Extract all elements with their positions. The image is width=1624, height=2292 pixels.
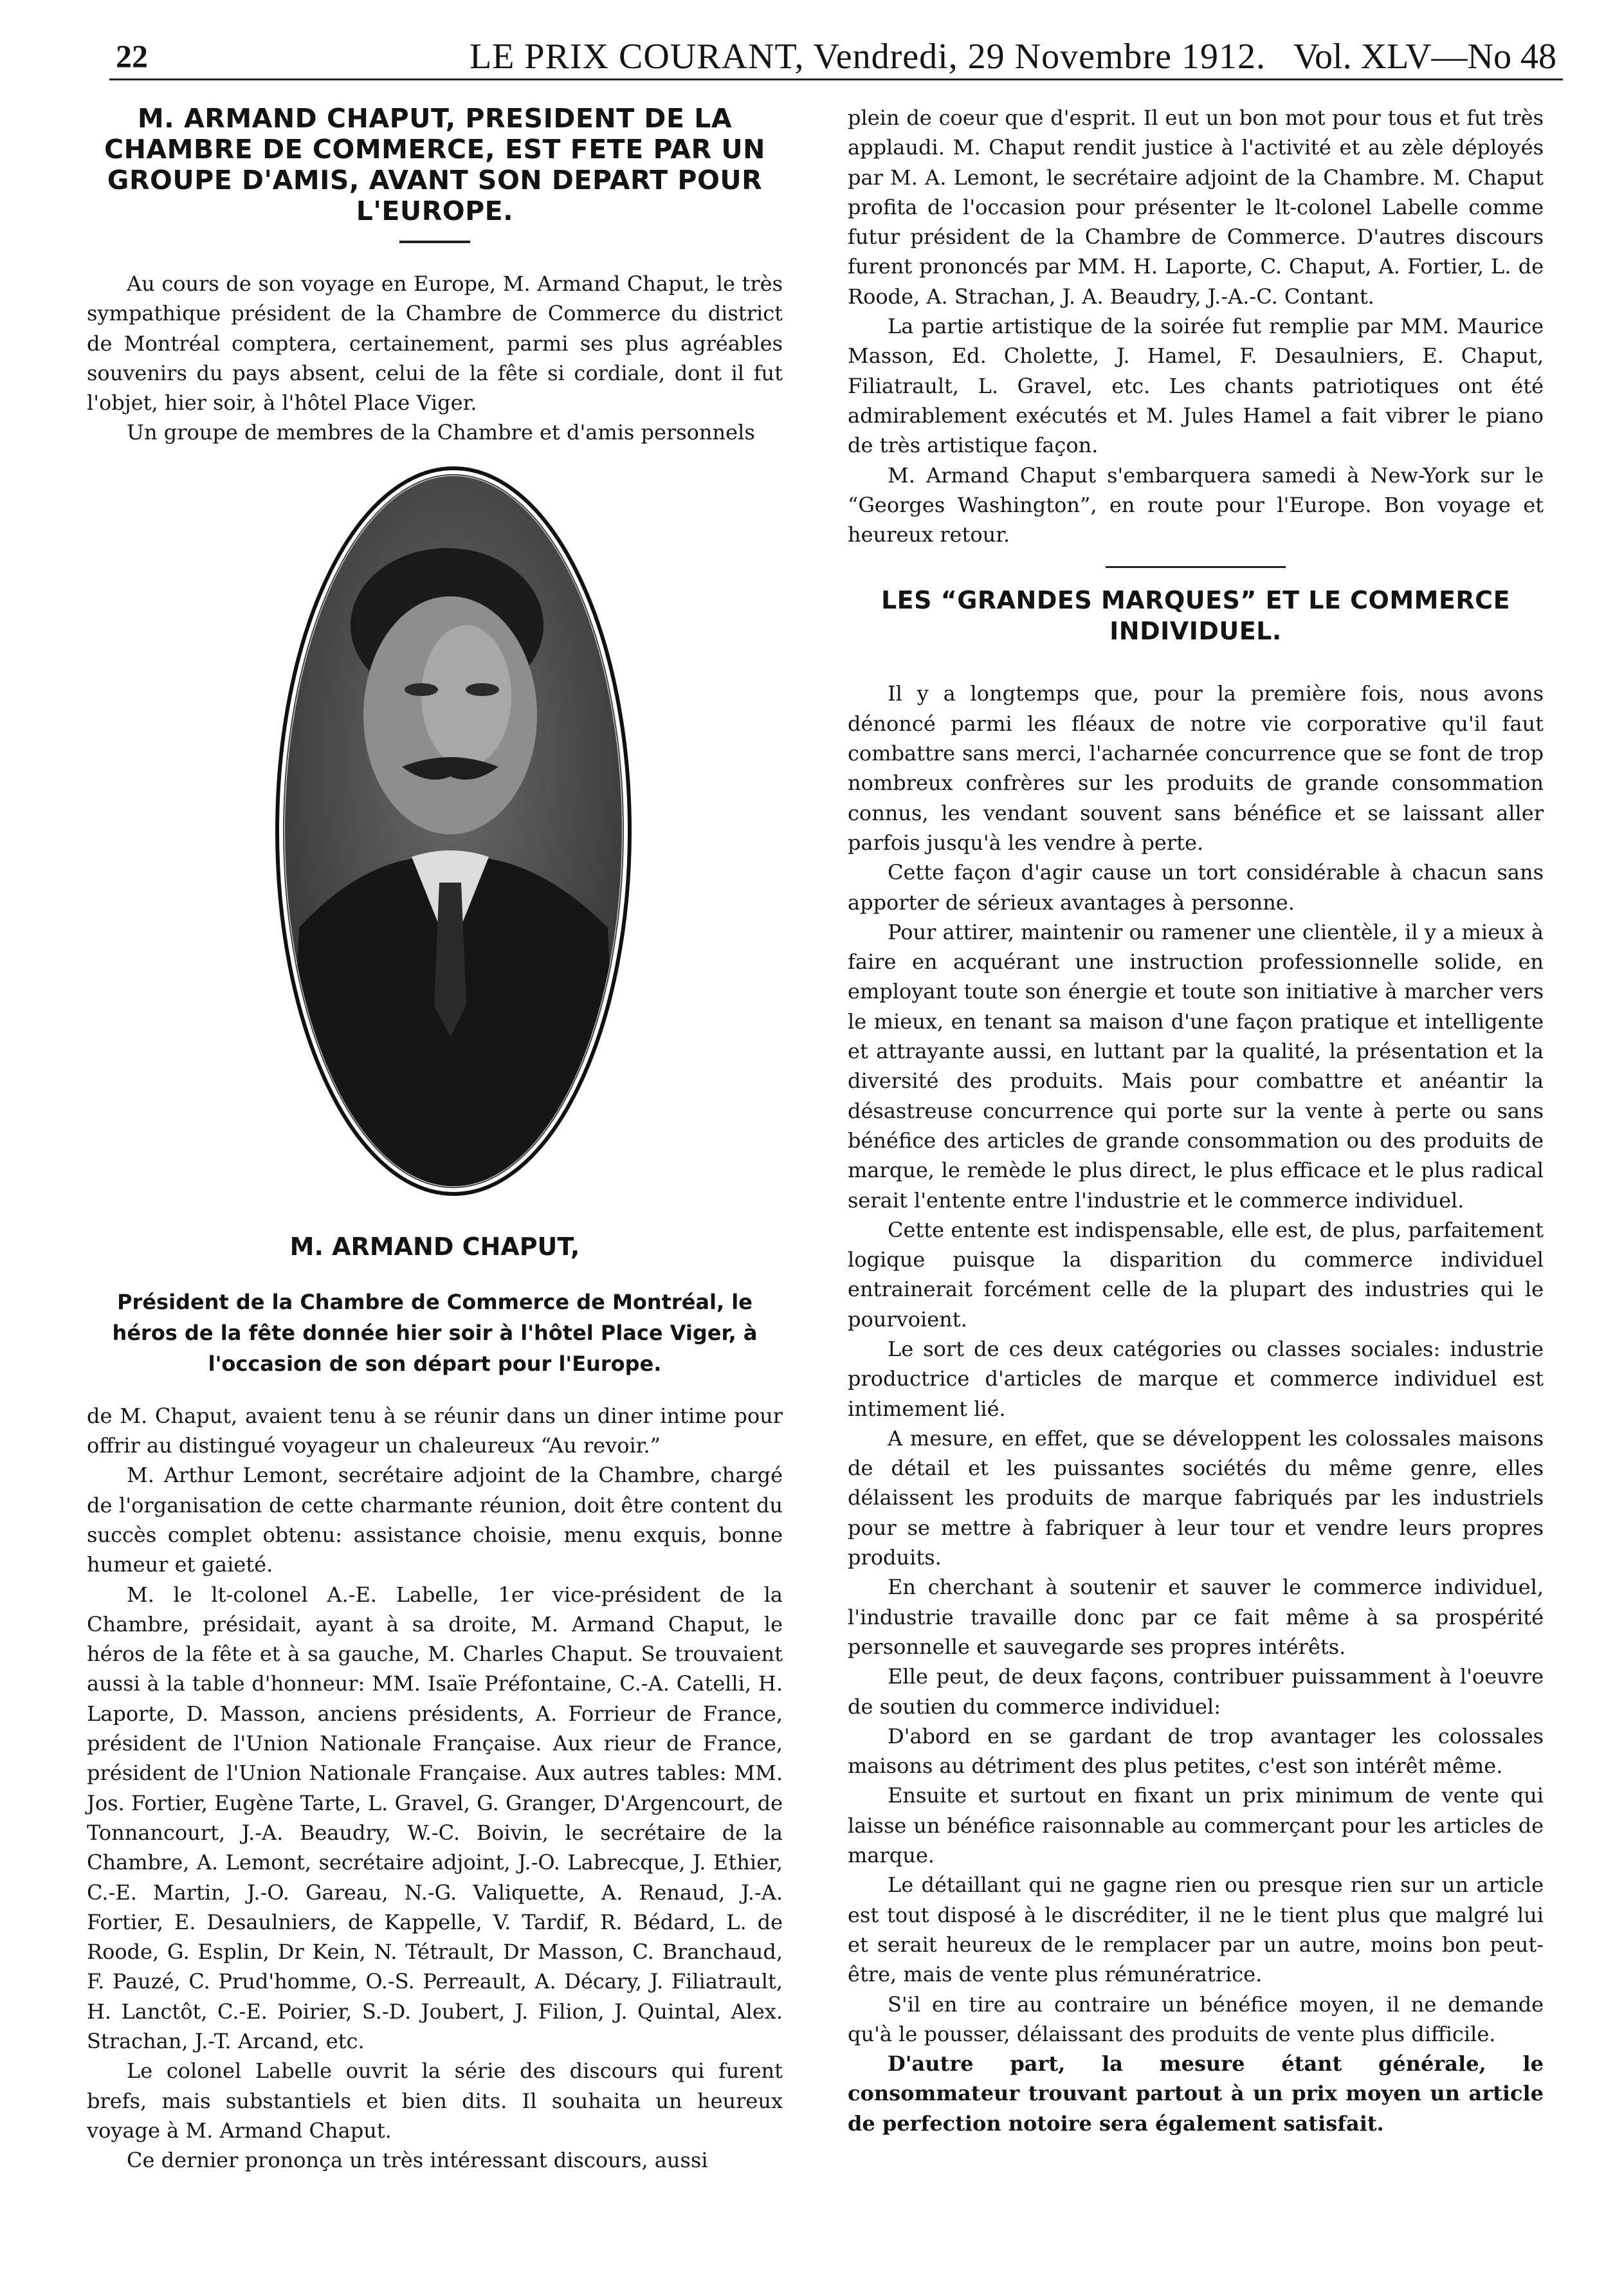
intro-paragraph: Un groupe de membres de la Chambre et d'amis personnels: [127, 420, 755, 445]
article-paragraph: Le sort de ces deux catégories ou classes sociales: industrie productrice d'articles de marque et commerce individuel est intimement lié.: [848, 1336, 1544, 1421]
article-paragraph: Le détaillant qui ne gagne rien ou presque rien sur un article est tout disposé à le discréditer, il ne le tient plus que malgré lui et serait heureux de le remplacer par un autre, moins bon peut-être, mais de vente plus rémunératrice.: [848, 1873, 1544, 1987]
chaput-headline: M. ARMAND CHAPUT, PRESIDENT DE LA CHAMBRE DE COMMERCE, EST FETE PAR UN GROUPE D'AMIS, AVANT SON DEPART POUR L'EUROPE.: [104, 103, 765, 226]
left-column: [87, 103, 783, 2176]
article-paragraph: D'autre part, la mesure étant générale, le consommateur trouvant partout à un prix moyen un article de perfection notoire sera également satisfait.: [848, 2051, 1544, 2136]
grandes-marques-headline: LES “GRANDES MARQUES” ET LE COMMERCE INDIVIDUEL.: [880, 586, 1511, 646]
caption-name: M. ARMAND CHAPUT,: [289, 1232, 580, 1261]
article-paragraph: Cette façon d'agir cause un tort considérable à chacun sans apporter de sérieux avantages à personne.: [848, 860, 1544, 915]
page-number: 22: [116, 38, 148, 74]
article-paragraph: En cherchant à soutenir et sauver le commerce individuel, l'industrie travaille donc par ce fait même à sa prospérité personnelle et sauvegarde ses propres intérêts.: [848, 1575, 1544, 1659]
article-paragraph: D'abord en se gardant de trop avantager les colossales maisons au détriment des plus petites, c'est son intérêt même.: [848, 1723, 1544, 1779]
article-paragraph: A mesure, en effet, que se développent les colossales maisons de détail et les puissantes sociétés du même genre, elles délaissent les produits de marque fabriqués par les industriels pour se mettre à fabriquer à leur tour et vendre leurs propres produits.: [848, 1426, 1544, 1570]
body-paragraph: M. le lt-colonel A.-E. Labelle, 1er vice-président de la Chambre, présidait, ayant à sa droite, M. Armand Chaput, le héros de la fête et à sa gauche, M. Charles Chaput. Se trouvaient aussi à la table d'honneur: MM. Isaïe Préfontaine, C.-A. Catelli, H. Laporte, D. Masson, anciens présidents, A. Forrieur de France, président de l'Union Nationale Française. Aux rieur de France, président de l'Union Nationale Française. Aux autres tables: MM. Jos. Fortier, Eugène Tarte, L. Gravel, G. Granger, D'Argencourt, de Tonnancourt, J.-A. Beaudry, W.-C. Boivin, le secrétaire de la Chambre, A. Lemont, secrétaire adjoint, J.-O. Labrecque, J. Ethier, C.-E. Martin, J.-O. Gareau, N.-G. Valiquette, A. Renaud, J.-A. Fortier, E. Desaulniers, de Kappelle, V. Tardif, R. Bédard, L. de Roode, G. Esplin, Dr Kein, N. Tétrault, Dr Masson, C. Branchaud, F. Pauzé, C. Prud'homme, O.-S. Perreault, A. Décary, J. Filiatrault, H. Lanctôt, C.-E. Poirier, S.-D. Joubert, J. Filion, J. Quintal, Alex. Strachan, J.-T. Arcand, etc.: [87, 1582, 783, 2054]
volume-number: Vol. XLV—No 48: [1293, 37, 1556, 77]
article-paragraph: S'il en tire au contraire un bénéfice moyen, il ne demande qu'à le pousser, délaissant des produits de vente plus difficile.: [848, 1992, 1544, 2046]
intro-paragraph: Au cours de son voyage en Europe, M. Armand Chaput, le très sympathique président de la Chambre de Commerce du district de Montréal comptera, certainement, parmi ses plus agréables souvenirs du pays absent, celui de la fête si cordiale, dont il fut l'objet, hier soir, à l'hôtel Place Viger.: [87, 271, 783, 416]
article-paragraph: Ensuite et surtout en fixant un prix minimum de vente qui laisse un bénéfice raisonnable au commerçant pour les articles de marque.: [848, 1783, 1544, 1868]
body-paragraph: M. Armand Chaput s'embarquera samedi à New-York sur le “Georges Washington”, en route pour l'Europe. Bon voyage et heureux retour.: [848, 463, 1544, 547]
header-rule: [109, 78, 1563, 80]
body-paragraph: plein de coeur que d'esprit. Il eut un bon mot pour tous et fut très applaudi. M. Chaput rendit justice à l'activité et au zèle déployés par M. A. Lemont, le secrétaire adjoint de la Chambre. M. Chaput profita de l'occasion pour présenter le lt-colonel Labelle comme futur président de la Chambre de Commerce. D'autres discours furent prononcés par MM. H. Laporte, C. Chaput, A. Fortier, L. de Roode, A. Strachan, J. A. Beaudry, J.-A.-C. Contant.: [848, 105, 1544, 309]
section-rule: [1106, 566, 1286, 568]
caption-description: Président de la Chambre de Commerce de Montréal, le héros de la fête donnée hier soir à l'hôtel Place Viger, à l'occasion de son départ pour l'Europe.: [112, 1289, 758, 1376]
body-paragraph: de M. Chaput, avaient tenu à se réunir dans un diner intime pour offrir au distingué voyageur un chaleureux “Au revoir.”: [87, 1403, 783, 1458]
body-paragraph: Le colonel Labelle ouvrit la série des discours qui furent brefs, mais substantiels et bien dits. Il souhaita un heureux voyage à M. Armand Chaput.: [87, 2058, 783, 2143]
article-paragraph: Cette entente est indispensable, elle est, de plus, parfaitement logique puisque la disparition du commerce individuel entrainerait forcément celle de la plupart des industries qui le pourvoient.: [848, 1217, 1544, 1332]
portrait-photo: [273, 464, 634, 1198]
body-paragraph: Ce dernier prononça un très intéressant discours, aussi: [127, 2148, 708, 2173]
article-paragraph: Pour attirer, maintenir ou ramener une clientèle, il y a mieux à faire en acquérant une instruction professionnelle solide, en employant toute son énergie et toute son initiative à marcher vers le mieux, en tenant sa maison d'une façon pratique et intelligente et attrayante aussi, en luttant par la qualité, la présentation et la diversité des produits. Mais pour combattre et anéantir la désastreuse concurrence qui porte sur la vente à perte ou sans bénéfice des articles de grande consommation ou des produits de marque, le remède le plus direct, le plus efficace et le plus radical serait l'entente entre l'industrie et le commerce individuel.: [848, 919, 1544, 1213]
article-paragraph: Il y a longtemps que, pour la première fois, nous avons dénoncé parmi les fléaux de notre vie corporative qu'il faut combattre sans merci, l'acharnée concurrence que se font de trop nombreux confrères sur les produits de grande consommation connus, les vendant souvent sans bénéfice et se laissant aller parfois jusqu'à les vendre à perte.: [848, 681, 1544, 855]
page-header: [109, 32, 1563, 84]
article-paragraph: Elle peut, de deux façons, contribuer puissamment à l'oeuvre de soutien du commerce individuel:: [848, 1664, 1544, 1719]
portrait-figure: [87, 464, 783, 1224]
headline-rule: [399, 241, 470, 243]
body-paragraph: La partie artistique de la soirée fut remplie par MM. Maurice Masson, Ed. Cholette, J. Hamel, F. Desaulniers, E. Chaput, Filiatrault, L. Gravel, etc. Les chants patriotiques ont été admirablement exécutés et M. Jules Hamel a fait vibrer le piano de très artistique façon.: [848, 314, 1544, 458]
right-column: [848, 103, 1544, 2138]
newspaper-title: LE PRIX COURANT, Vendredi, 29 Novembre 1912.: [470, 37, 1266, 77]
body-paragraph: M. Arthur Lemont, secrétaire adjoint de la Chambre, chargé de l'organisation de cette charmante réunion, doit être content du succès complet obtenu: assistance choisie, menu exquis, bonne humeur et gaieté.: [87, 1463, 783, 1577]
